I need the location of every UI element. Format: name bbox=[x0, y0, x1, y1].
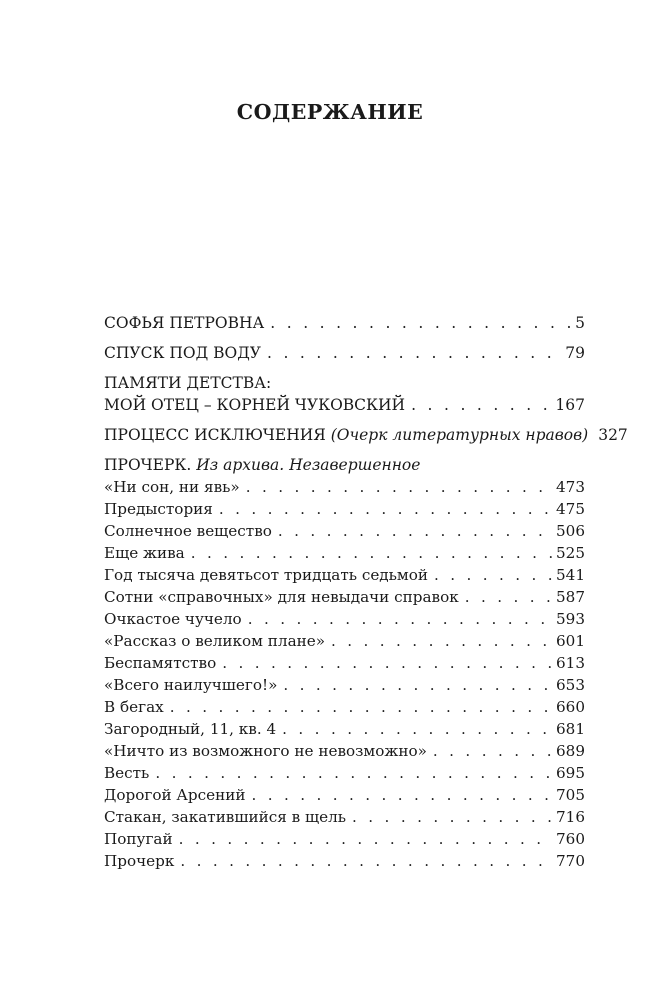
toc-entry-page: 475 bbox=[556, 500, 585, 518]
dot-leader bbox=[434, 564, 552, 586]
dot-leader bbox=[411, 394, 551, 416]
dot-leader bbox=[248, 608, 552, 630]
toc-entry-page: 473 bbox=[556, 478, 585, 496]
list-item[interactable] bbox=[104, 740, 585, 762]
page-title: СОДЕРЖАНИЕ bbox=[236, 100, 424, 124]
dot-leader bbox=[267, 342, 561, 364]
list-item[interactable] bbox=[104, 674, 585, 696]
toc-entry-page: 541 bbox=[556, 566, 585, 584]
list-item[interactable] bbox=[104, 784, 585, 806]
list-item[interactable] bbox=[104, 652, 585, 674]
toc-entry-title: Стакан, закатившийся в щель bbox=[104, 808, 347, 826]
dot-leader bbox=[179, 828, 552, 850]
toc-entry-page: 593 bbox=[556, 610, 585, 628]
list-item[interactable] bbox=[104, 608, 585, 630]
toc-entry-page: 613 bbox=[556, 654, 585, 672]
toc-entry-title-line2: МОЙ ОТЕЦ – КОРНЕЙ ЧУКОВСКИЙ bbox=[104, 396, 406, 414]
dot-leader bbox=[331, 630, 552, 652]
dot-leader bbox=[180, 850, 552, 872]
toc-entry-title: «Рассказ о великом плане» bbox=[104, 632, 326, 650]
dot-leader bbox=[433, 740, 552, 762]
dot-leader bbox=[352, 806, 552, 828]
dot-leader bbox=[270, 312, 571, 334]
toc-entry-title: Сотни «справочных» для невыдачи справок bbox=[104, 588, 459, 606]
toc-entry-title-line1: ПАМЯТИ ДЕТСТВА: bbox=[104, 374, 272, 392]
toc-entry-page: 601 bbox=[556, 632, 585, 650]
dot-leader bbox=[278, 520, 552, 542]
toc-entry-page: 716 bbox=[556, 808, 585, 826]
toc-entry-sofya-petrovna[interactable] bbox=[104, 312, 585, 334]
list-item[interactable] bbox=[104, 630, 585, 652]
toc-entry-title: «Всего наилучшего!» bbox=[104, 676, 278, 694]
toc-entry-title: СПУСК ПОД ВОДУ bbox=[104, 344, 262, 362]
toc-entry-page: 525 bbox=[556, 544, 585, 562]
toc-section-procherk: ПРОЧЕРК. Из архива. Незавершенное bbox=[104, 456, 421, 474]
dot-leader bbox=[282, 718, 552, 740]
toc-entry-title: Год тысяча девятьсот тридцать седьмой bbox=[104, 566, 429, 584]
toc-entry-title: СОФЬЯ ПЕТРОВНА bbox=[104, 314, 265, 332]
toc-entry-page: 506 bbox=[556, 522, 585, 540]
dot-leader bbox=[170, 696, 552, 718]
toc-entry-title: Дорогой Арсений bbox=[104, 786, 246, 804]
dot-leader bbox=[219, 498, 552, 520]
dot-leader bbox=[222, 652, 552, 674]
toc-entry-title: Загородный, 11, кв. 4 bbox=[104, 720, 277, 738]
toc-entry-title: Попугай bbox=[104, 830, 173, 848]
toc-entry-page: 587 bbox=[556, 588, 585, 606]
toc-entry-protsess-isklyucheniya[interactable] bbox=[104, 424, 628, 446]
toc-section-subtitle: Из архива. Незавершенное bbox=[196, 456, 421, 474]
dot-leader bbox=[465, 586, 552, 608]
list-item[interactable] bbox=[104, 828, 585, 850]
toc-entry-title: Весть bbox=[104, 764, 150, 782]
dot-leader bbox=[155, 762, 552, 784]
toc-entry-title: ПРОЦЕСС ИСКЛЮЧЕНИЯ (Очерк литературных нравов) bbox=[104, 426, 589, 444]
toc-entry-title: В бегах bbox=[104, 698, 164, 716]
toc-entry-page: 79 bbox=[565, 344, 585, 362]
list-item[interactable] bbox=[104, 718, 585, 740]
toc-entry-title: Предыстория bbox=[104, 500, 213, 518]
dot-leader bbox=[283, 674, 552, 696]
toc-entry-page: 660 bbox=[556, 698, 585, 716]
list-item[interactable] bbox=[104, 564, 585, 586]
toc-entry-page: 705 bbox=[556, 786, 585, 804]
list-item[interactable] bbox=[104, 520, 585, 542]
toc-entry-spusk-pod-vodu[interactable] bbox=[104, 342, 585, 364]
procherk-items bbox=[104, 476, 585, 872]
table-of-contents bbox=[104, 312, 628, 872]
list-item[interactable] bbox=[104, 762, 585, 784]
list-item[interactable] bbox=[104, 850, 585, 872]
toc-entry-title: «Ничто из возможного не невозможно» bbox=[104, 742, 427, 760]
dot-leader bbox=[246, 476, 552, 498]
toc-entry-page: 167 bbox=[555, 396, 585, 414]
list-item[interactable] bbox=[104, 476, 585, 498]
list-item[interactable] bbox=[104, 542, 585, 564]
list-item[interactable] bbox=[104, 806, 585, 828]
toc-entry-page: 681 bbox=[556, 720, 585, 738]
dot-leader bbox=[252, 784, 553, 806]
toc-entry-title: Прочерк bbox=[104, 852, 175, 870]
toc-entry-title: Еще жива bbox=[104, 544, 185, 562]
list-item[interactable] bbox=[104, 696, 585, 718]
toc-entry-page: 5 bbox=[575, 314, 585, 332]
dot-leader bbox=[191, 542, 552, 564]
toc-entry-page: 689 bbox=[556, 742, 585, 760]
toc-entry-page: 695 bbox=[556, 764, 585, 782]
toc-entry-pamyati-detstva[interactable] bbox=[104, 372, 585, 416]
list-item[interactable] bbox=[104, 498, 585, 520]
toc-entry-title: Солнечное вещество bbox=[104, 522, 272, 540]
toc-entry-page: 327 bbox=[598, 426, 628, 444]
list-item[interactable] bbox=[104, 586, 585, 608]
toc-entry-page: 770 bbox=[556, 852, 585, 870]
toc-entry-page: 760 bbox=[556, 830, 585, 848]
toc-entry-title: «Ни сон, ни явь» bbox=[104, 478, 240, 496]
toc-entry-page: 653 bbox=[556, 676, 585, 694]
toc-entry-subtitle: (Очерк литературных нравов) bbox=[330, 426, 589, 444]
toc-entry-title: Очкастое чучело bbox=[104, 610, 242, 628]
toc-entry-title: Беспамятство bbox=[104, 654, 217, 672]
